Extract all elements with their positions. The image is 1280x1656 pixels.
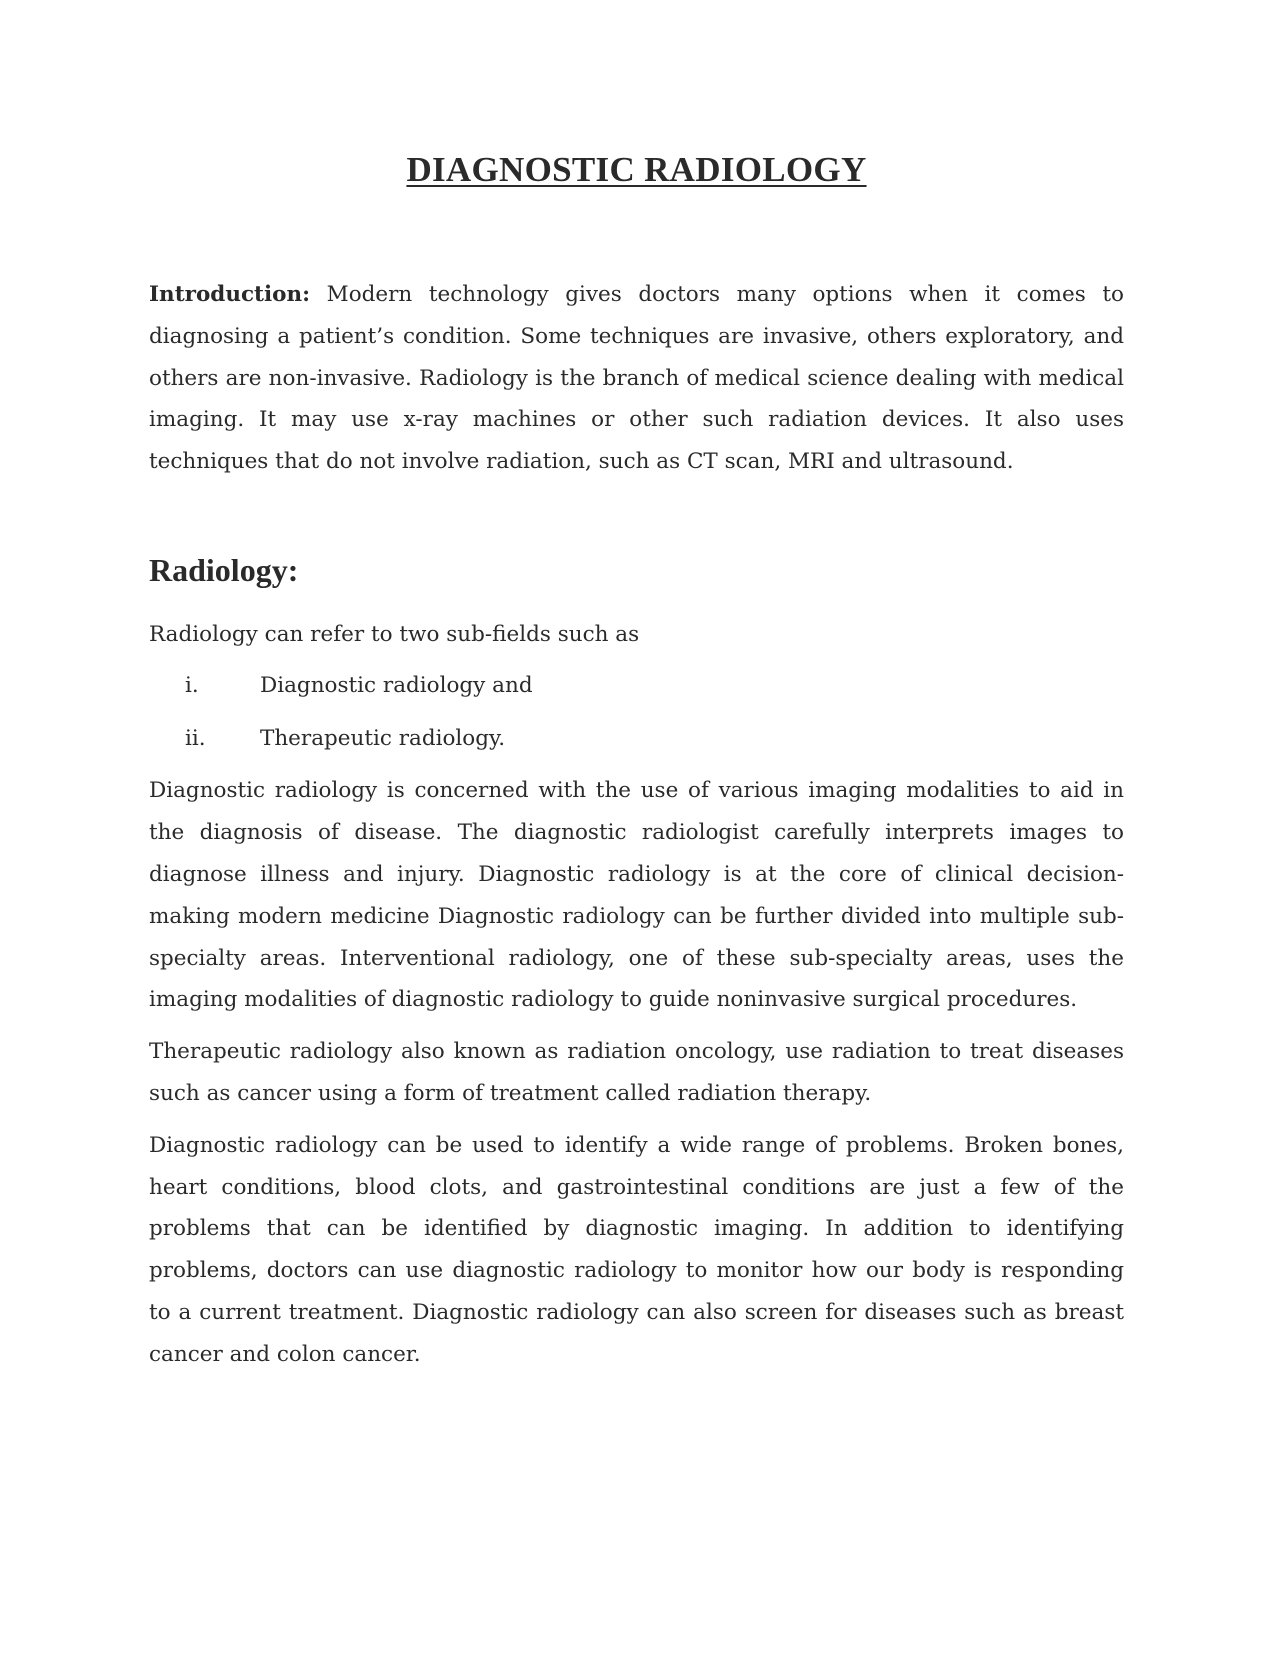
diagnostic-paragraph: Diagnostic radiology is concerned with the use of various imaging modalities to aid in the diagnosis of disease. The diagnostic radiologist carefully interprets images to diagnose illness and injury. Diagnostic radiology is at the core of clinical decision-making modern medicine Diagnostic radiology can be further divided into multiple sub-specialty areas. Interventional radiology, one of these sub-specialty areas, uses the imaging modalities of diagnostic radiology to guide noninvasive surgical procedures.	[149, 778, 1124, 1013]
list-item-text: Therapeutic radiology.	[260, 725, 506, 751]
therapeutic-paragraph: Therapeutic radiology also known as radiation oncology, use radiation to treat diseases such as cancer using a form of treatment called radiation therapy.	[149, 1039, 1124, 1106]
section-heading: Radiology:	[149, 551, 299, 588]
section-lead: Radiology can refer to two sub-fields such as	[149, 621, 640, 647]
list-marker: ii.	[185, 725, 206, 751]
subfield-list	[149, 665, 1124, 760]
intro-label: Introduction:	[149, 282, 311, 307]
intro-text: Modern technology gives doctors many options when it comes to diagnosing a patient’s condition. Some techniques are invasive, others exploratory, and others are non-invasive. Radiology is the branch of medical science dealing with medical imaging. It may use x-ray machines or other such radiation devices. It also uses techniques that do not involve radiation, such as CT scan, MRI and ultrasound.	[149, 282, 1124, 475]
list-item-text: Diagnostic radiology and	[260, 672, 533, 698]
list-item	[149, 665, 1124, 707]
list-marker: i.	[185, 672, 199, 698]
document-page	[149, 140, 1124, 1376]
uses-paragraph: Diagnostic radiology can be used to identify a wide range of problems. Broken bones, heart conditions, blood clots, and gastrointestinal conditions are just a few of the problems that can be identified by diagnostic imaging. In addition to identifying problems, doctors can use diagnostic radiology to monitor how our body is responding to a current treatment. Diagnostic radiology can also screen for diseases such as breast cancer and colon cancer.	[149, 1132, 1124, 1367]
document-title: DIAGNOSTIC RADIOLOGY	[406, 150, 867, 189]
intro-paragraph	[149, 274, 1124, 483]
list-item	[149, 718, 1124, 760]
